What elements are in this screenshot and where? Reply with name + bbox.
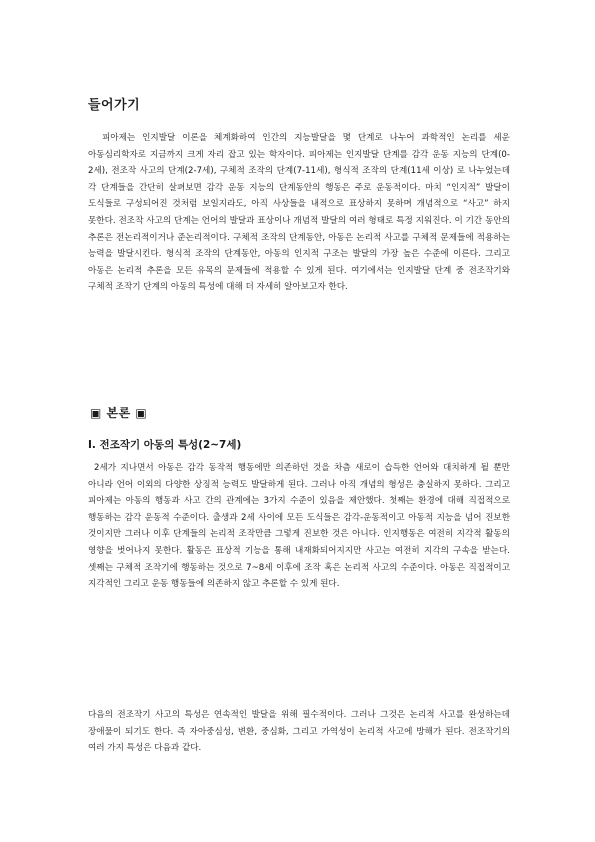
section-paragraph: 2세가 지나면서 아동은 감각 동작적 행동에만 의존하던 것을 차츰 새로이 습득한 언어와 대치하게 될 뿐만 아니라 언어 이외의 다양한 상징적 능력도 발달하게 된다. 그러나 아직 개념의 형성은 충실하지 못하다. 그리고 피아제는 아동의 행동과 사고 간의 관계에는 3가지 수준이 있음을 제안했다. 첫째는 환경에 대해 직접적으로 행동하는 감각 운동적 수준이다. 출생과 2세 사이에 모든 도식들은 감각-운동적이고 아동적 지능을 넘어 진보한 것이지만 그러나 이후 단계들의 논리적 조작만큼 그렇게 진보한 것은 아니다. 인지행동은 여전히 지각적 활동의 영향을 벗어나지 못한다. 활동은 표상적 기능을 통해 내재화되어지지만 사고는 여전히 지각의 구속을 받는다. 셋째는 구체적 조작기에 행동하는 것으로 7~8세 이후에 조작 혹은 논리적 사고의 수준이다. 아동은 직접적이고 지각적인 그리고 운동 행동들에 의존하지 않고 추론할 수 있게 된다.: [88, 463, 510, 590]
intro-heading: 들어가기: [88, 98, 141, 113]
section-paragraph-2: 다음의 전조작기 사고의 특성은 연속적인 발달을 위해 필수적이다. 그러나 그것은 논리적 사고를 완성하는데 장애물이 되기도 한다. 즉 자아중심성, 변환, 중심화, 그리고 가역성이 논리적 사고에 방해가 된다. 전조작기의 여러 가지 특성은 다음과 같다.: [88, 710, 510, 754]
intro-paragraph: 피아제는 인지발달 이론을 체계화하여 인간의 지능발달을 몇 단계로 나누어 과학적인 논리를 세운 아동심리학자로 지금까지 크게 자리 잡고 있는 학자이다. 피아제는 인지발달 단계를 감각 운동 지능의 단계(0-2세), 전조작 사고의 단계(2-7세), 구체적 조작의 단계(7-11세), 형식적 조작의 단계(11세 이상) 로 나누었는데 각 단계들을 간단히 살펴보면 감각 운동 지능의 단계동안의 행동은 주로 운동적이다. 마치 “인지적” 발달이 도식들로 구성되어진 것처럼 보일지라도, 아직 사상들을 내적으로 표상하지 못하며 개념적으로 “사고” 하지 못한다. 전조작 사고의 단계는 언어의 발달과 표상이나 개념적 발달의 여러 형태로 특정 지워진다. 이 기간 동안의 추론은 전논리적이거나 준논리적이다. 구체적 조작의 단계동안, 아동은 논리적 사고를 구체적 문제들에 적용하는 능력을 발달시킨다. 형식적 조작의 단계동안, 아동의 인지적 구조는 발달의 가장 높은 수준에 이른다. 그리고 아동은 논리적 추론을 모든 유목의 문제들에 적용할 수 있게 된다. 여기에서는 인지발달 단계 중 전조작기와 구체적 조작기 단계의 아동의 특성에 대해 더 자세히 알아보고자 한다.: [88, 133, 510, 293]
main-heading: ▣ 본론 ▣: [90, 406, 148, 420]
section-heading: Ⅰ. 전조작기 아동의 특성(2~7세): [88, 439, 242, 451]
